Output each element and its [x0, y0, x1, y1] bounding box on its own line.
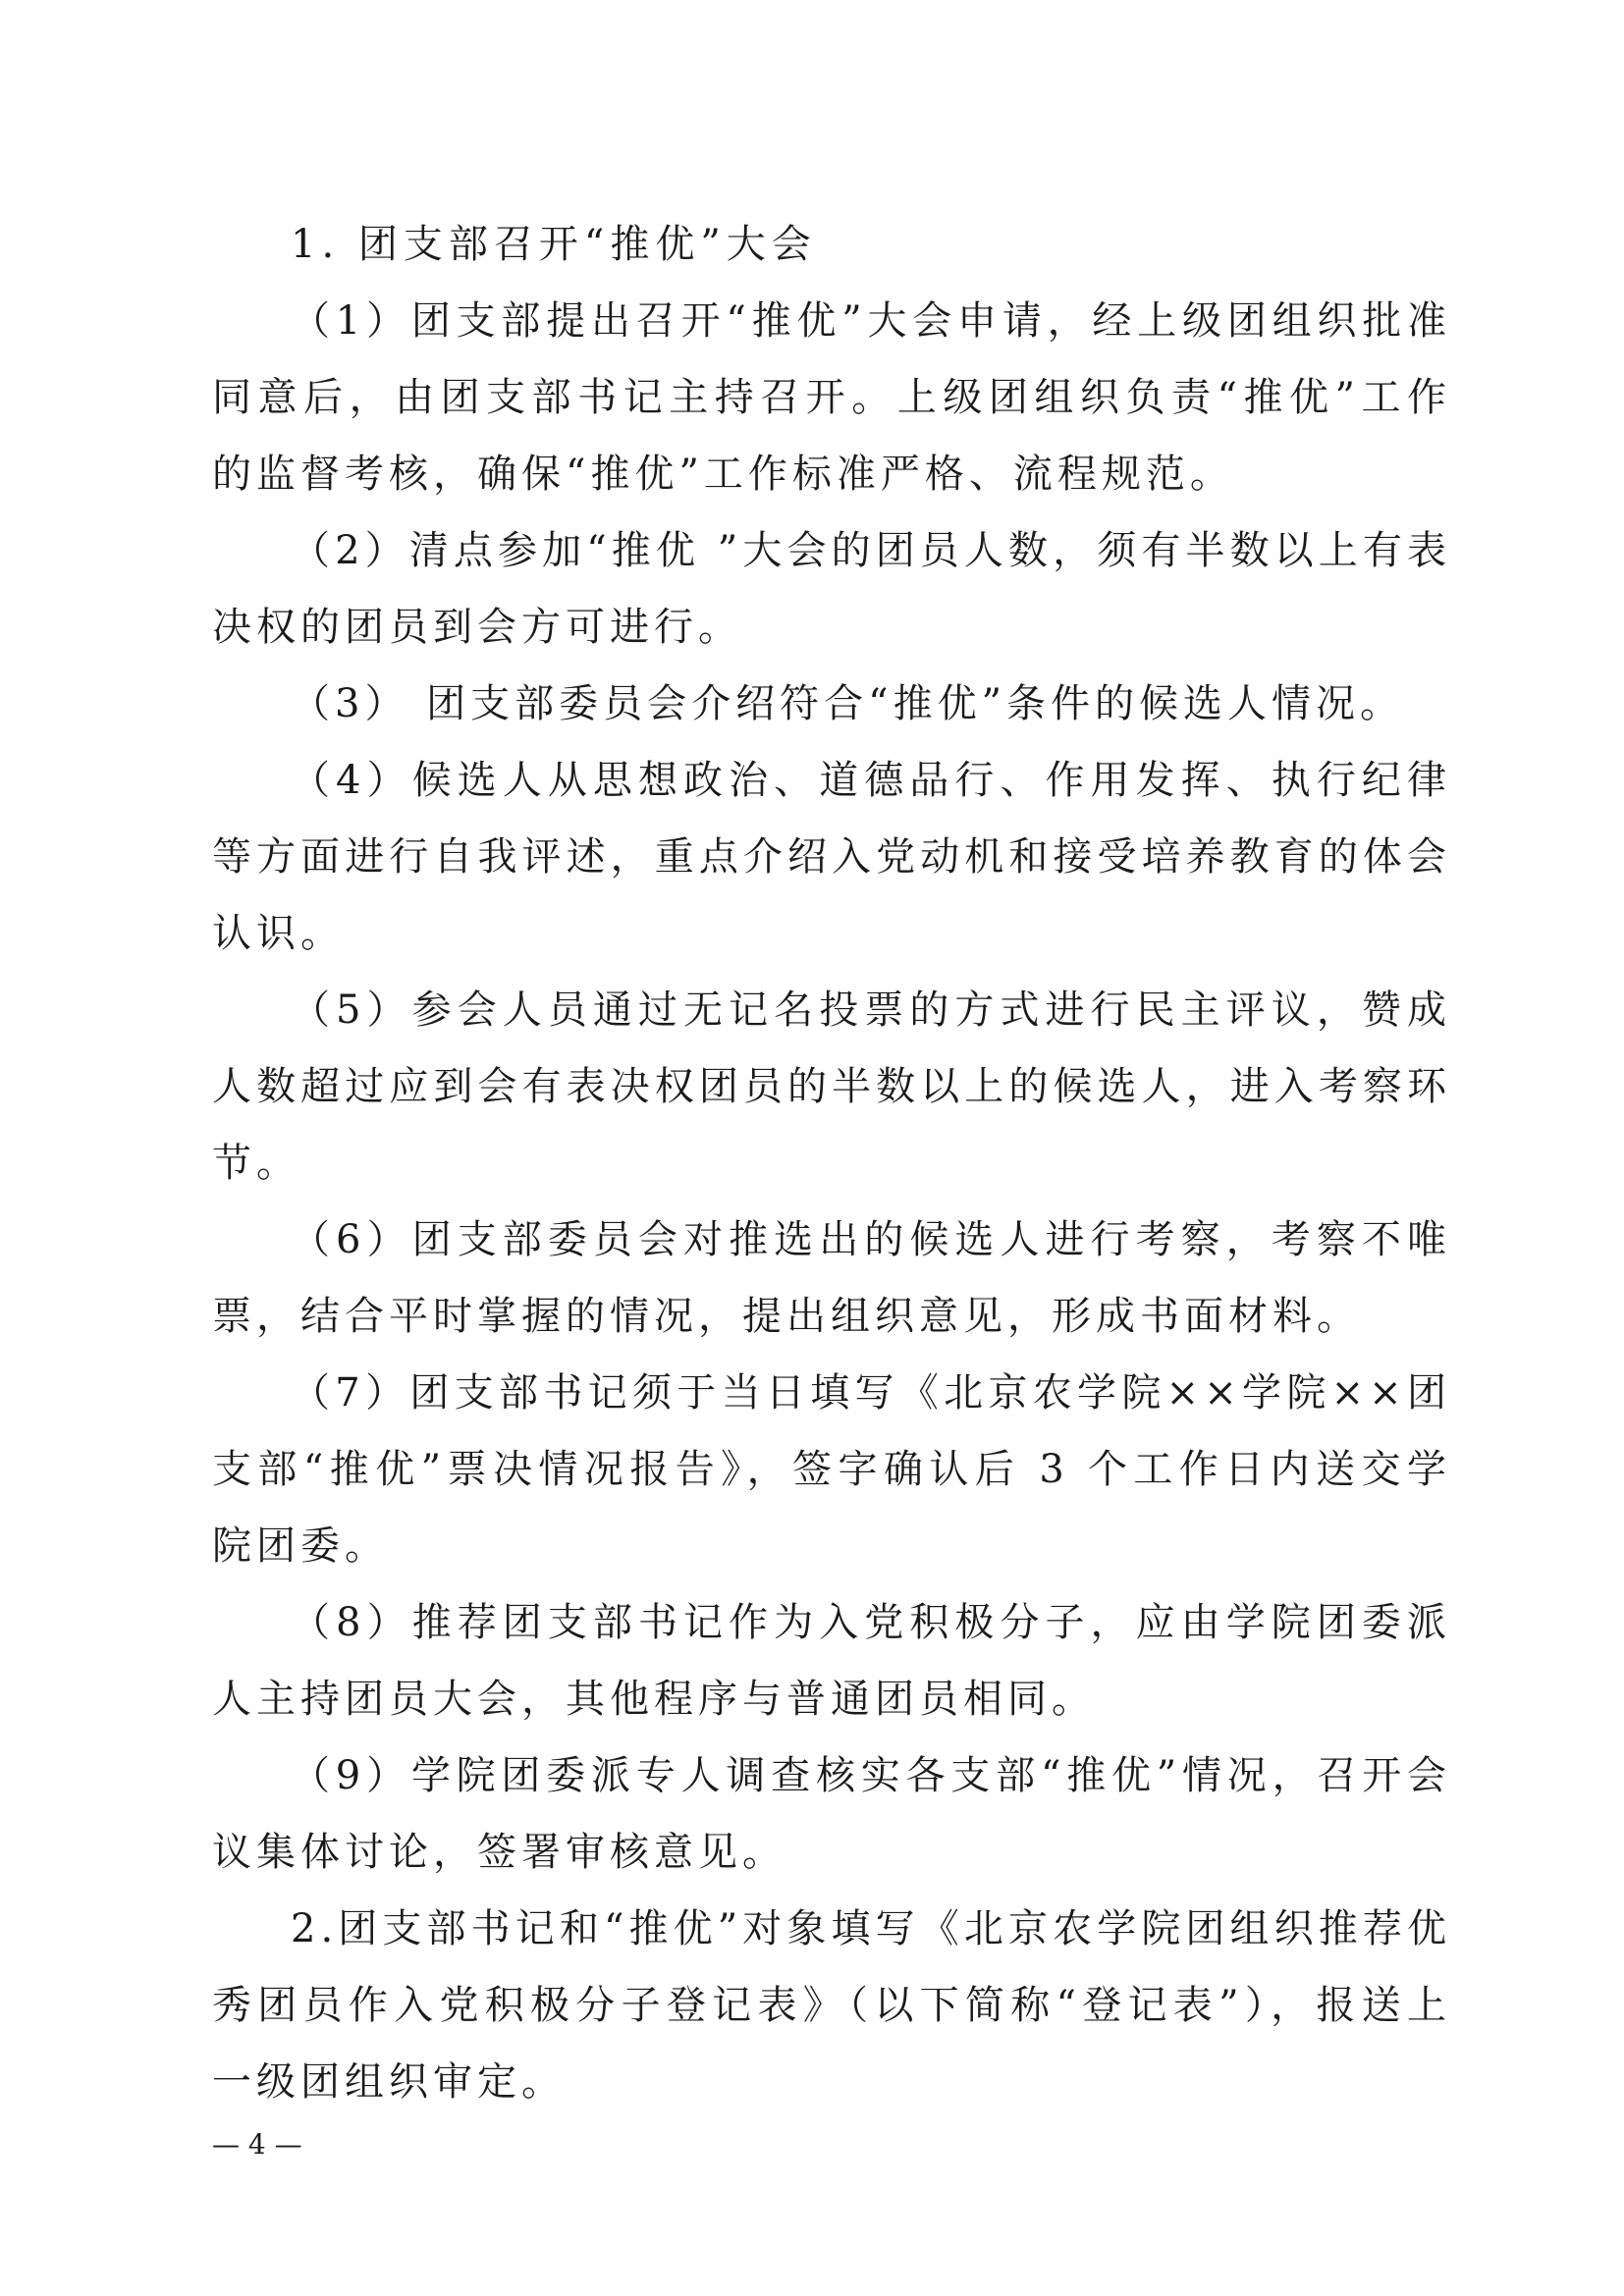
- document-body: [212, 206, 1451, 2120]
- section-heading-1: 1. 团支部召开“推优”大会: [291, 222, 817, 267]
- section-heading-2: 2.团支部书记和“推优”对象填写《北京农学院团组织推荐优秀团员作入党积极分子登记表》（以下简称“登记表”），报送上一级团组织审定。: [212, 1906, 1451, 2105]
- paragraph-step-4: （4）候选人从思想政治、道德品行、作用发挥、执行纪律等方面进行自我评述，重点介绍入党动机和接受培养教育的体会认识。: [212, 758, 1451, 956]
- paragraph-step-5: （5）参会人员通过无记名投票的方式进行民主评议，赞成人数超过应到会有表决权团员的半数以上的候选人，进入考察环节。: [212, 988, 1451, 1186]
- paragraph-step-7: （7）团支部书记须于当日填写《北京农学院××学院××团支部“推优”票决情况报告》，签字确认后 3 个工作日内送交学院团委。: [212, 1370, 1451, 1569]
- paragraph-step-8: （8）推荐团支部书记作为入党积极分子，应由学院团委派人主持团员大会，其他程序与普通团员相同。: [212, 1600, 1451, 1722]
- page-number: — 4 —: [212, 2128, 302, 2161]
- paragraph-step-6: （6）团支部委员会对推选出的候选人进行考察，考察不唯票，结合平时掌握的情况，提出组织意见，形成书面材料。: [212, 1217, 1451, 1339]
- paragraph-step-2: （2）清点参加“推优 ”大会的团员人数，须有半数以上有表决权的团员到会方可进行。: [212, 528, 1451, 650]
- paragraph-step-1: （1）团支部提出召开“推优”大会申请，经上级团组织批准同意后，由团支部书记主持召开。上级团组织负责“推优”工作的监督考核，确保“推优”工作标准严格、流程规范。: [212, 298, 1451, 497]
- paragraph-step-9: （9）学院团委派专人调查核实各支部“推优”情况，召开会议集体讨论，签署审核意见。: [212, 1753, 1451, 1875]
- paragraph-step-3: （3） 团支部委员会介绍符合“推优”条件的候选人情况。: [291, 681, 1405, 726]
